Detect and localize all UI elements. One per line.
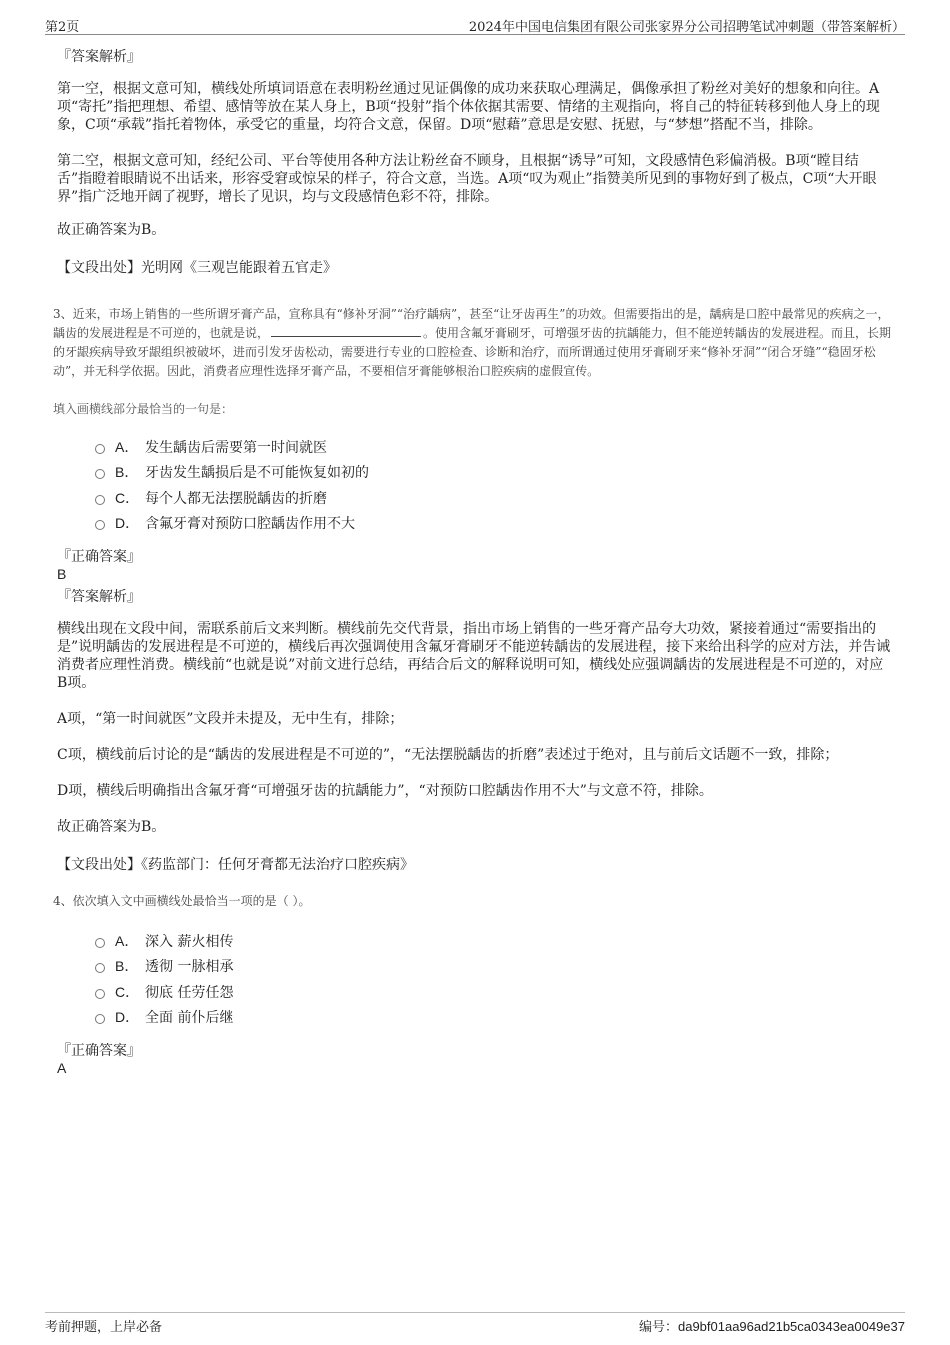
q3-text-after: 。使用含氟牙膏刷牙，可增强牙齿的抗龋能力，但不能逆转龋齿的发展进程。而且，长期的牙龈疾病导致牙龈组织被破坏，进而引发牙齿松动，需要进行专业的口腔检查、诊断和治疗，而所谓通过使用牙膏刷牙来“修补牙洞”“闭合牙缝”“稳固牙松动”，并无科学依据。因此，消费者应理性选择牙膏产品，不要相信牙膏能够根治口腔疾病的虚假宣传。 bbox=[53, 326, 892, 378]
radio-icon[interactable] bbox=[95, 938, 105, 948]
q3-analysis-p2: A项，“第一时间就医”文段并未提及，无中生有，排除； bbox=[57, 711, 404, 727]
q3-analysis-p4: D项，横线后明确指出含氟牙膏“可增强牙齿的抗龋能力”，“对预防口腔龋齿作用不大”与文意不符，排除。 bbox=[57, 783, 713, 799]
q4-options bbox=[95, 928, 893, 1030]
q4-answer-label: 『正确答案』 bbox=[57, 1043, 141, 1059]
q3-option-c[interactable]: C． 每个人都无法摆脱龋齿的折磨 bbox=[95, 485, 893, 511]
document-code-label: 编号： bbox=[638, 1320, 678, 1335]
q2-analysis-conclusion: 故正确答案为B。 bbox=[57, 222, 166, 238]
q3-source: 【文段出处】《药监部门：任何牙膏都无法治疗口腔疾病》 bbox=[57, 857, 414, 873]
q3-question-text bbox=[53, 305, 893, 381]
q3-prompt: 填入画横线部分最恰当的一句是： bbox=[53, 402, 234, 416]
q3-analysis-label: 『答案解析』 bbox=[57, 589, 141, 605]
q4-option-b[interactable]: B． 透彻 一脉相承 bbox=[95, 954, 893, 980]
q4-option-d[interactable]: D． 全面 前仆后继 bbox=[95, 1005, 893, 1031]
q4-answer: A bbox=[57, 1060, 67, 1076]
q2-source: 【文段出处】光明网《三观岂能跟着五官走》 bbox=[57, 260, 337, 276]
q3-option-d[interactable]: D． 含氟牙膏对预防口腔龋齿作用不大 bbox=[95, 511, 893, 537]
q2-analysis-p2: 第二空，根据文意可知，经纪公司、平台等使用各种方法让粉丝奋不顾身，且根据“诱导”可知，文段感情色彩偏消极。B项“瞠目结舌”指瞪着眼睛说不出话来，形容受窘或惊呆的样子，符合文意，当选。A项“叹为观止”指赞美所见到的事物好到了极点，C项“大开眼界”指广泛地开阔了视野，增长了见识，均与文段感情色彩不符，排除。 bbox=[57, 153, 877, 205]
document-title: 2024年中国电信集团有限公司张家界分公司招聘笔试冲刺题（带答案解析） bbox=[468, 20, 905, 35]
document-code bbox=[639, 1316, 905, 1335]
radio-icon[interactable] bbox=[95, 1014, 105, 1024]
q3-option-a[interactable]: A． 发生龋齿后需要第一时间就医 bbox=[95, 434, 893, 460]
q3-analysis-p3: C项，横线前后讨论的是“龋齿的发展进程是不可逆的”，“无法摆脱龋齿的折磨”表述过于绝对，且与前后文话题不一致，排除； bbox=[57, 747, 839, 763]
q3-answer-label: 『正确答案』 bbox=[57, 549, 141, 565]
radio-icon[interactable] bbox=[95, 444, 105, 454]
radio-icon[interactable] bbox=[95, 989, 105, 999]
q3-text-before: 3、近来，市场上销售的一些所谓牙膏产品，宣称具有“修补牙洞”“治疗龋病”，甚至“让牙齿再生”的功效。但需要指出的是，龋病是口腔中最常见的疾病之一，龋齿的发展进程是不可逆的，也就是说， bbox=[53, 307, 890, 340]
document-code-value: da9bf01aa96ad21b5ca0343ea0049e37 bbox=[677, 1319, 905, 1334]
q2-analysis-label: 『答案解析』 bbox=[57, 49, 141, 65]
q4-option-a[interactable]: A． 深入 薪火相传 bbox=[95, 928, 893, 954]
footer-slogan: 考前押题，上岸必备 bbox=[45, 1320, 163, 1335]
q4-option-c[interactable]: C． 彻底 任劳任怨 bbox=[95, 979, 893, 1005]
radio-icon[interactable] bbox=[95, 520, 105, 530]
q3-analysis-conclusion: 故正确答案为B。 bbox=[57, 819, 166, 835]
q3-answer: B bbox=[57, 566, 67, 582]
document-body bbox=[53, 44, 893, 1076]
radio-icon[interactable] bbox=[95, 469, 105, 479]
page-number: 第2页 bbox=[45, 20, 80, 35]
q3-analysis-p1: 横线出现在文段中间，需联系前后文来判断。横线前先交代背景，指出市场上销售的一些牙膏产品夸大功效，紧接着通过“需要指出的是”说明龋齿的发展进程是不可逆的，横线后再次强调使用含氟牙膏刷牙不能逆转龋齿的发展进程，接下来给出科学的应对方法，并告诫消费者应理性消费。横线前“也就是说”对前文进行总结，再结合后文的解释说明可知，横线处应强调龋齿的发展进程是不可逆的，对应B项。 bbox=[57, 621, 891, 691]
q4-question-text: 4、依次填入文中画横线处最恰当一项的是（ ）。 bbox=[53, 894, 311, 908]
page-header bbox=[45, 14, 905, 35]
page-footer bbox=[45, 1312, 905, 1335]
q3-blank bbox=[271, 324, 421, 337]
radio-icon[interactable] bbox=[95, 963, 105, 973]
q2-analysis-p1: 第一空，根据文意可知，横线处所填词语意在表明粉丝通过见证偶像的成功来获取心理满足，偶像承担了粉丝对美好的想象和向往。A项“寄托”指把理想、希望、感情等放在某人身上，B项“投射”指个体依据其需要、情绪的主观指向，将自己的特征转移到他人身上的现象，C项“承载”指托着物体，承受它的重量，均符合文意，保留。D项“慰藉”意思是安慰、抚慰，与“梦想”搭配不当，排除。 bbox=[57, 81, 880, 133]
q3-options bbox=[95, 434, 893, 536]
radio-icon[interactable] bbox=[95, 495, 105, 505]
q3-option-b[interactable]: B． 牙齿发生龋损后是不可能恢复如初的 bbox=[95, 460, 893, 486]
